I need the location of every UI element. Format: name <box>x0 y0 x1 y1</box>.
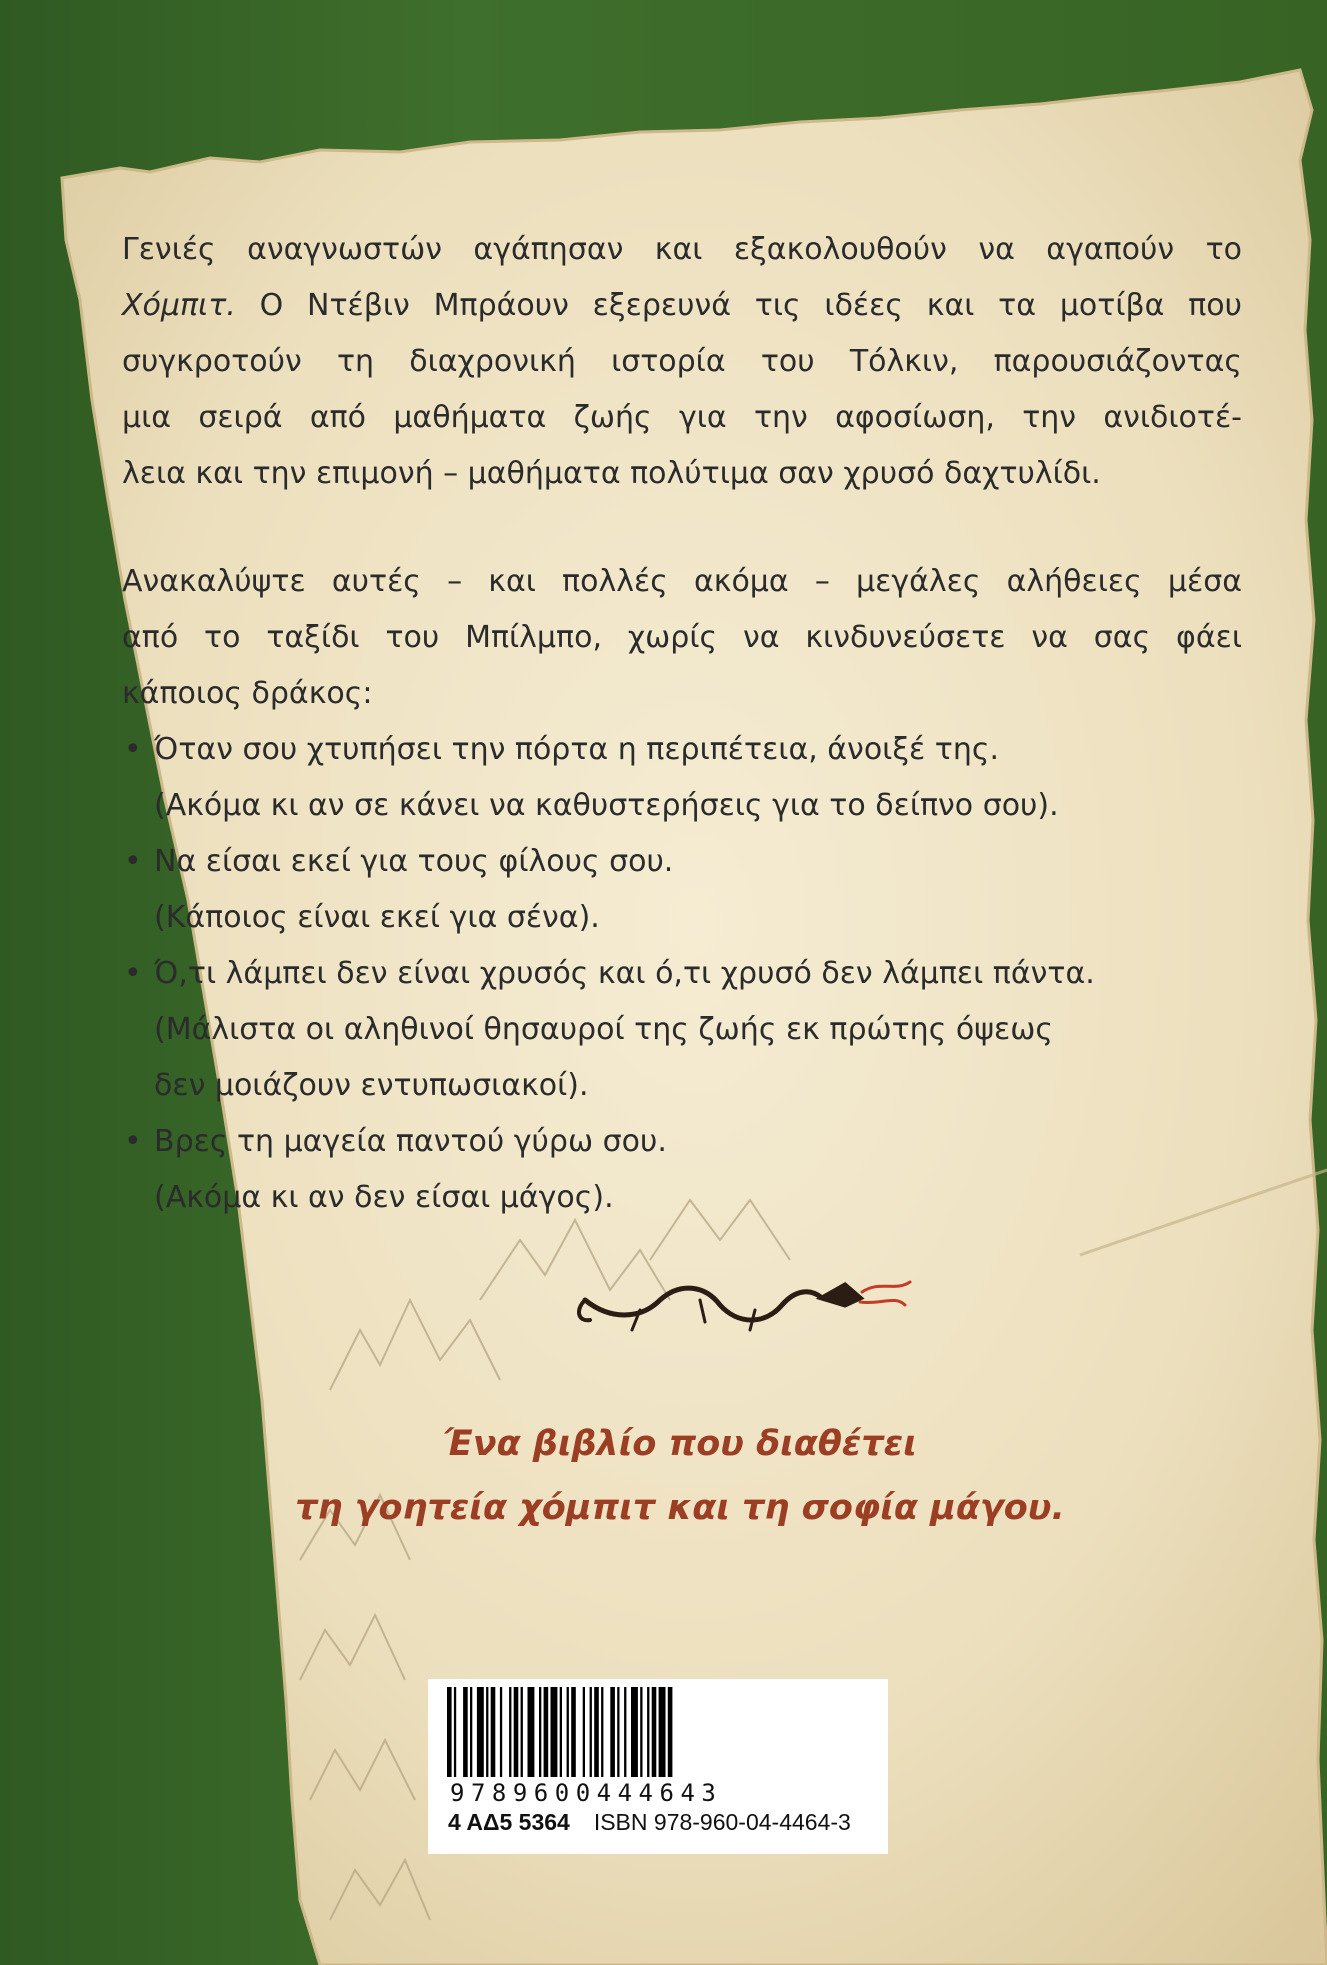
bullet-icon: • <box>124 844 142 879</box>
list-item: • Όταν σου χτυπήσει την πόρτα η περιπέτεια, άνοιξέ της. (Ακόμα κι αν σε κάνει να καθυστερήσεις για το δείπνο σου). <box>122 722 1242 834</box>
bullet-icon: • <box>124 732 142 767</box>
barcode-bar <box>509 1687 511 1777</box>
list-item: • Να είσαι εκεί για τους φίλους σου. (Κάποιος είναι εκεί για σένα). <box>122 834 1242 946</box>
barcode-bar <box>470 1687 472 1777</box>
barcode-bar <box>659 1687 666 1777</box>
barcode-bar <box>567 1687 569 1777</box>
barcode-bar <box>624 1687 626 1777</box>
barcode-bar <box>491 1687 496 1777</box>
barcode-bar <box>652 1687 657 1777</box>
barcode-bar <box>640 1687 642 1777</box>
intro-line: μια σειρά από μαθήματα ζωής για την αφοσίωση, την ανιδιοτέ- <box>122 400 1242 435</box>
discover-paragraph <box>122 554 1242 722</box>
barcode-bar <box>521 1687 523 1777</box>
isbn-label: ISBN 978-960-04-4464-3 <box>593 1809 851 1835</box>
list-item: • Ό,τι λάμπει δεν είναι χρυσός και ό,τι χρυσό δεν λάμπει πάντα. (Μάλιστα οι αληθινοί θησαυροί της ζωής εκ πρώτης όψεως δεν μοιάζουν εντυπωσιακοί). <box>122 946 1242 1114</box>
back-cover-text <box>122 222 1242 1226</box>
barcode-bar <box>571 1687 576 1777</box>
intro-line: λεια και την επιμονή – μαθήματα πολύτιμα σαν χρυσό δαχτυλίδι. <box>122 456 1101 491</box>
discover-line: από το ταξίδι του Μπίλμπο, χωρίς να κινδυνεύσετε να σας φάει <box>122 620 1242 655</box>
barcode-bar <box>551 1687 558 1777</box>
list-item: • Βρες τη μαγεία παντού γύρω σου. (Ακόμα κι αν δεν είσαι μάγος). <box>122 1114 1242 1226</box>
barcode-bar <box>668 1687 673 1777</box>
hobbit-title: Χόμπιτ. <box>122 288 236 323</box>
barcode-bar <box>477 1687 484 1777</box>
barcode-bars <box>443 1687 873 1782</box>
internal-code: 4 ΑΔ5 5364 <box>448 1809 570 1835</box>
barcode-bar <box>631 1687 638 1777</box>
barcode-bar <box>583 1687 585 1777</box>
barcode-bar <box>590 1687 592 1777</box>
discover-line: Ανακαλύψτε αυτές – και πολλές ακόμα – μεγάλες αλήθειες μέσα <box>122 564 1242 599</box>
barcode-bar <box>447 1687 452 1777</box>
tagline-line-2: τη γοητεία χόμπιτ και τη σοφία μάγου. <box>295 1488 1065 1528</box>
barcode-bar <box>617 1687 619 1777</box>
barcode-codes <box>448 1809 878 1836</box>
barcode-digits: 9789600444643 <box>450 1779 723 1807</box>
barcode-bar <box>544 1687 549 1777</box>
discover-line: κάποιος δράκος: <box>122 676 373 711</box>
intro-line: Γενιές αναγνωστών αγάπησαν και εξακολουθούν να αγαπούν το <box>122 232 1242 267</box>
barcode-bar <box>463 1687 468 1777</box>
barcode-bar <box>500 1687 502 1777</box>
barcode <box>428 1679 888 1854</box>
intro-line: συγκροτούν τη διαχρονική ιστορία του Τόλκιν, παρουσιάζοντας <box>122 344 1242 379</box>
barcode-bar <box>539 1687 541 1777</box>
barcode-bar <box>601 1687 603 1777</box>
intro-paragraph <box>122 222 1242 502</box>
tagline-line-1: Ένα βιβλίο που διαθέτει <box>443 1424 917 1464</box>
barcode-bar <box>528 1687 535 1777</box>
intro-line: Χόμπιτ. Ο Ντέβιν Μπράουν εξερευνά τις ιδέες και τα μοτίβα που <box>122 288 1242 323</box>
tagline <box>230 1412 1130 1540</box>
barcode-bar <box>514 1687 519 1777</box>
bullet-icon: • <box>124 1124 142 1159</box>
barcode-bar <box>594 1687 599 1777</box>
barcode-bar <box>560 1687 562 1777</box>
barcode-bar <box>610 1687 615 1777</box>
bullet-icon: • <box>124 956 142 991</box>
lessons-list <box>122 722 1242 1226</box>
barcode-bar <box>454 1687 456 1777</box>
barcode-bar <box>647 1687 649 1777</box>
barcode-bar <box>486 1687 488 1777</box>
